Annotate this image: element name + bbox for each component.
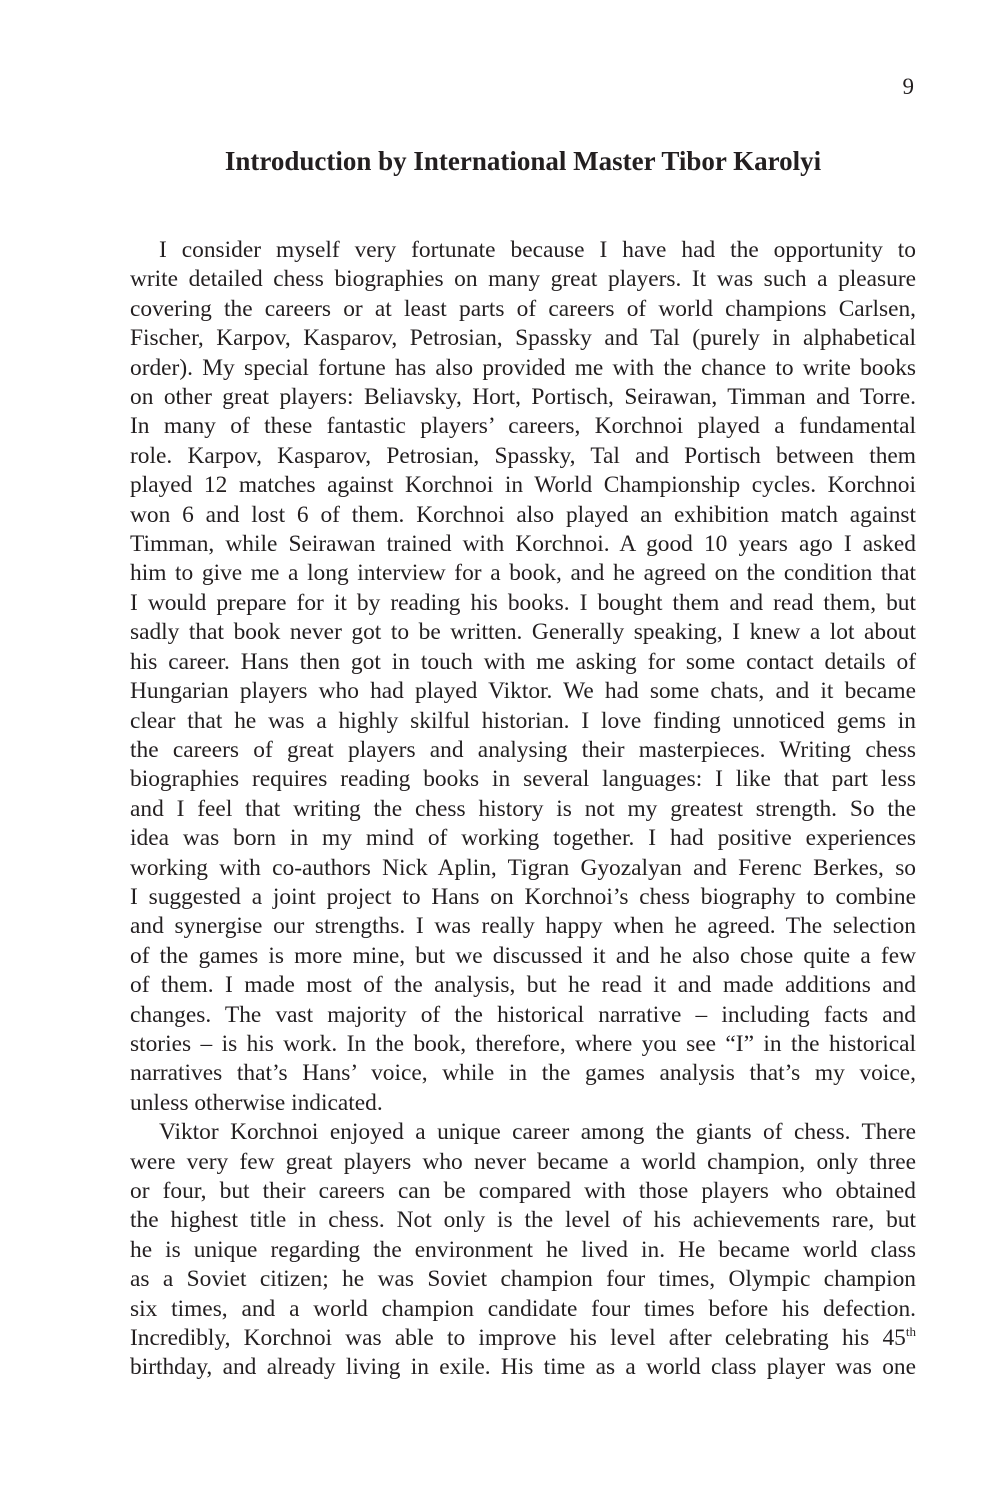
text-line: were very few great players who never became a world champion, only three xyxy=(130,1148,916,1175)
text-line: the highest title in chess. Not only is the level of his achievements rare, but xyxy=(130,1207,916,1234)
text-line: of the games is more mine, but we discussed it and he also chose quite a few xyxy=(130,942,916,969)
text-line: idea was born in my mind of working together. I had positive experiences xyxy=(130,825,916,852)
text-line: changes. The vast majority of the historical narrative – including facts and xyxy=(130,1001,916,1028)
text-line: order). My special fortune has also provided me with the chance to write books xyxy=(130,354,916,381)
text-line: write detailed chess biographies on many great players. It was such a pleasure xyxy=(130,266,916,293)
ordinal-superscript: th xyxy=(905,1324,916,1340)
text-line: won 6 and lost 6 of them. Korchnoi also played an exhibition match against xyxy=(130,501,916,528)
text-line: Viktor Korchnoi enjoyed a unique career among the giants of chess. There xyxy=(159,1119,916,1146)
text-line: his career. Hans then got in touch with me asking for some contact details of xyxy=(130,648,916,675)
text-line: clear that he was a highly skilful historian. I love finding unnoticed gems in xyxy=(130,707,916,734)
paragraph-1 xyxy=(130,236,916,1118)
text-line: narratives that’s Hans’ voice, while in the games analysis that’s my voice, xyxy=(130,1060,916,1087)
text-line: biographies requires reading books in several languages: I like that part less xyxy=(130,766,916,793)
text-line: and I feel that writing the chess history is not my greatest strength. So the xyxy=(130,795,916,822)
text-line: covering the careers or at least parts of careers of world champions Carlsen, xyxy=(130,295,916,322)
text-line: him to give me a long interview for a book, and he agreed on the condition that xyxy=(130,560,916,587)
body-text xyxy=(130,236,916,1383)
text-line: I consider myself very fortunate because I have had the opportunity to xyxy=(159,237,916,263)
text-line: unless otherwise indicated. xyxy=(130,1089,383,1116)
text-line: In many of these fantastic players’ careers, Korchnoi played a fundamental xyxy=(130,413,916,440)
paragraph-2 xyxy=(130,1118,916,1383)
text-line: Timman, while Seirawan trained with Korchnoi. A good 10 years ago I asked xyxy=(130,531,916,558)
text-line: sadly that book never got to be written. Generally speaking, I knew a lot about xyxy=(130,619,916,646)
text-line: of them. I made most of the analysis, but he read it and made additions and xyxy=(130,972,916,999)
text-line: on other great players: Beliavsky, Hort, Portisch, Seirawan, Timman and Torre. xyxy=(130,384,916,411)
text-line: or four, but their careers can be compared with those players who obtained xyxy=(130,1178,916,1204)
text-line: six times, and a world champion candidate four times before his defection. xyxy=(130,1295,916,1322)
text-line: Hungarian players who had played Viktor. We had some chats, and it became xyxy=(130,678,916,705)
text-line: role. Karpov, Kasparov, Petrosian, Spassky, Tal and Portisch between them xyxy=(130,442,916,469)
text-line: I would prepare for it by reading his books. I bought them and read them, but xyxy=(130,589,916,616)
text-run: Incredibly, Korchnoi was able to improve his level after celebrating his 45 xyxy=(130,1325,906,1352)
text-line: played 12 matches against Korchnoi in World Championship cycles. Korchnoi xyxy=(130,472,916,499)
text-line: as a Soviet citizen; he was Soviet champion four times, Olympic champion xyxy=(130,1266,916,1293)
text-line: I suggested a joint project to Hans on Korchnoi’s chess biography to combine xyxy=(130,883,916,910)
text-line: birthday, and already living in exile. His time as a world class player was one xyxy=(130,1354,916,1381)
text-line: and synergise our strengths. I was really happy when he agreed. The selection xyxy=(130,913,916,940)
chapter-heading: Introduction by International Master Tibor Karolyi xyxy=(224,146,822,176)
text-line xyxy=(130,1324,916,1353)
page-number: 9 xyxy=(902,74,914,99)
text-line: working with co-authors Nick Aplin, Tigran Gyozalyan and Ferenc Berkes, so xyxy=(130,854,916,881)
text-line: he is unique regarding the environment he lived in. He became world class xyxy=(130,1236,916,1263)
text-line: stories – is his work. In the book, therefore, where you see “I” in the historical xyxy=(130,1030,916,1057)
text-line: Fischer, Karpov, Kasparov, Petrosian, Spassky and Tal (purely in alphabetical xyxy=(130,325,916,352)
text-line: the careers of great players and analysing their masterpieces. Writing chess xyxy=(130,736,916,763)
